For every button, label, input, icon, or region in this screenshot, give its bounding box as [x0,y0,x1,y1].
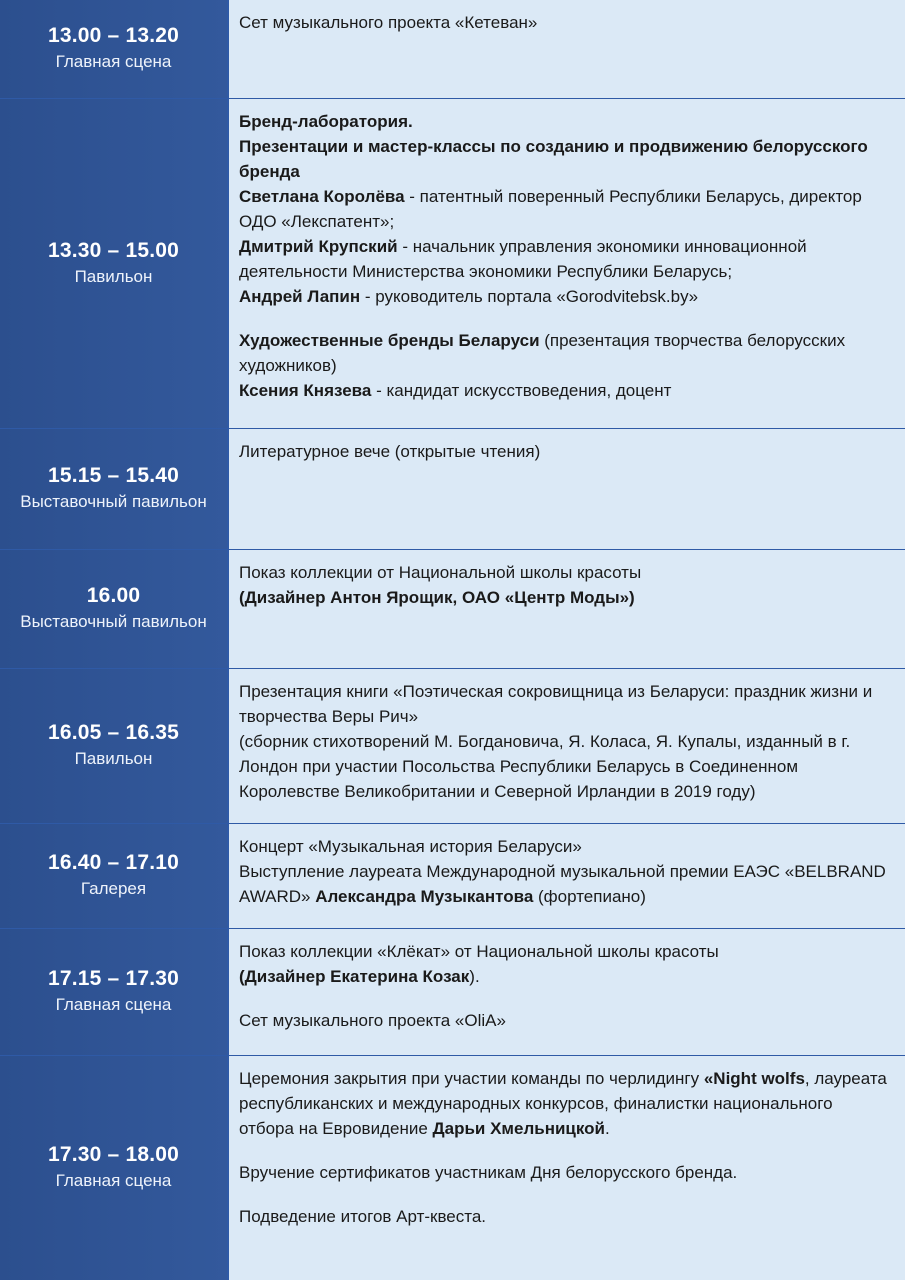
text: Литературное вече (открытые чтения) [239,442,541,461]
bold-text: Дмитрий Крупский [239,237,398,256]
bold-text: Презентации и мастер-классы по созданию и продвижению белорусского бренда [239,137,868,181]
event-time: 13.00 – 13.20 [47,24,180,47]
description-paragraph [239,10,889,35]
description-paragraph [239,964,889,989]
bold-text: Художественные бренды Беларуси [239,331,540,350]
event-description [229,669,905,823]
bold-text: (Дизайнер Екатерина Козак [239,967,470,986]
bold-text: Андрей Лапин [239,287,361,306]
event-place: Выставочный павильон [20,612,207,631]
schedule-row [0,0,905,99]
text: Концерт «Музыкальная история Беларуси» [239,837,582,856]
bold-text: Ксения Князева [239,381,372,400]
text: Подведение итогов Арт-квеста. [239,1207,487,1226]
event-place: Галерея [80,879,147,898]
text: , лауреата республиканских и международных конкурсов, финалистки национального отбора на Евровидение [239,1069,887,1138]
description-paragraph [239,1160,889,1185]
description-paragraph [239,378,889,403]
time-cell [0,824,229,928]
description-paragraph [239,1066,889,1141]
event-time: 17.30 – 18.00 [47,1143,180,1166]
description-paragraph [239,134,889,184]
schedule-row [0,1056,905,1280]
bold-text: Светлана Королёва [239,187,405,206]
event-place: Павильон [74,266,153,286]
event-description [229,824,905,928]
schedule-row [0,929,905,1056]
text: - кандидат искусствоведения, доцент [371,381,672,400]
text: Выступление лауреата Международной музыкальной премии ЕАЭС «BELBRAND AWARD» [239,862,886,906]
description-paragraph [239,284,889,309]
description-paragraph [239,439,889,464]
description-paragraph [239,834,889,859]
text: - руководитель портала «Gorodvitebsk.by» [360,287,699,306]
schedule-row [0,429,905,550]
description-paragraph [239,679,889,729]
event-description [229,0,905,98]
time-cell [0,99,229,428]
time-cell [0,429,229,549]
event-time: 16.05 – 16.35 [47,721,180,744]
schedule-row [0,99,905,429]
bold-text: «Night wolfs [703,1069,805,1088]
schedule-row [0,669,905,824]
event-time: 16.00 [86,584,141,607]
description-paragraph [239,585,889,610]
description-paragraph [239,560,889,585]
event-time: 17.15 – 17.30 [47,967,180,990]
event-time: 16.40 – 17.10 [47,851,180,874]
text: ). [469,967,480,986]
event-place: Главная сцена [55,995,172,1014]
event-description [229,99,905,428]
bold-text: (Дизайнер Антон Ярощик, ОАО «Центр Моды») [239,588,635,607]
text: Презентация книги «Поэтическая сокровищница из Беларуси: праздник жизни и творчества Веры Рич» [239,682,873,726]
event-time: 13.30 – 15.00 [47,238,180,262]
event-time: 15.15 – 15.40 [47,464,180,487]
bold-text: Дарьи Хмельницкой [432,1119,605,1138]
text: Показ коллекции «Клёкат» от Национальной школы красоты [239,942,719,961]
text: Показ коллекции от Национальной школы красоты [239,563,642,582]
event-description [229,929,905,1055]
description-paragraph [239,328,889,378]
text: (презентация творчества белорусских художников) [239,331,846,375]
event-place: Павильон [74,749,153,768]
event-place: Главная сцена [55,52,172,71]
event-place: Главная сцена [55,1171,172,1190]
time-cell [0,550,229,668]
text: Вручение сертификатов участникам Дня белорусского бренда. [239,1163,738,1182]
event-description [229,1056,905,1280]
bold-text: Бренд-лаборатория. [239,112,413,131]
time-cell [0,669,229,823]
description-paragraph [239,729,889,804]
time-cell [0,0,229,98]
description-paragraph [239,939,889,964]
description-paragraph [239,1008,889,1033]
time-cell [0,929,229,1055]
text: Сет музыкального проекта «OliA» [239,1011,506,1030]
description-paragraph [239,859,889,909]
text: - начальник управления экономики инновационной деятельности Министерства экономики Республики Беларусь; [239,237,807,281]
description-paragraph [239,1204,889,1229]
description-paragraph [239,184,889,234]
text: . [604,1119,610,1138]
event-description [229,550,905,668]
event-place: Выставочный павильон [20,492,207,511]
schedule-row [0,824,905,929]
text: Сет музыкального проекта «Кетеван» [239,13,538,32]
text: Церемония закрытия при участии команды по черлидингу [239,1069,704,1088]
description-paragraph [239,234,889,284]
description-paragraph [239,109,889,134]
bold-text: Александра Музыкантова [315,887,534,906]
text: - патентный поверенный Республики Беларусь, директор ОДО «Лекспатент»; [239,187,862,231]
text: (фортепиано) [533,887,646,906]
event-description [229,429,905,549]
schedule-row [0,550,905,669]
time-cell [0,1056,229,1280]
text: (сборник стихотворений М. Богдановича, Я. Коласа, Я. Купалы, изданный в г. Лондон при участии Посольства Республики Беларусь в Соединенном Королевстве Великобритании и Северной Ирландии в 2019 году) [239,732,851,801]
